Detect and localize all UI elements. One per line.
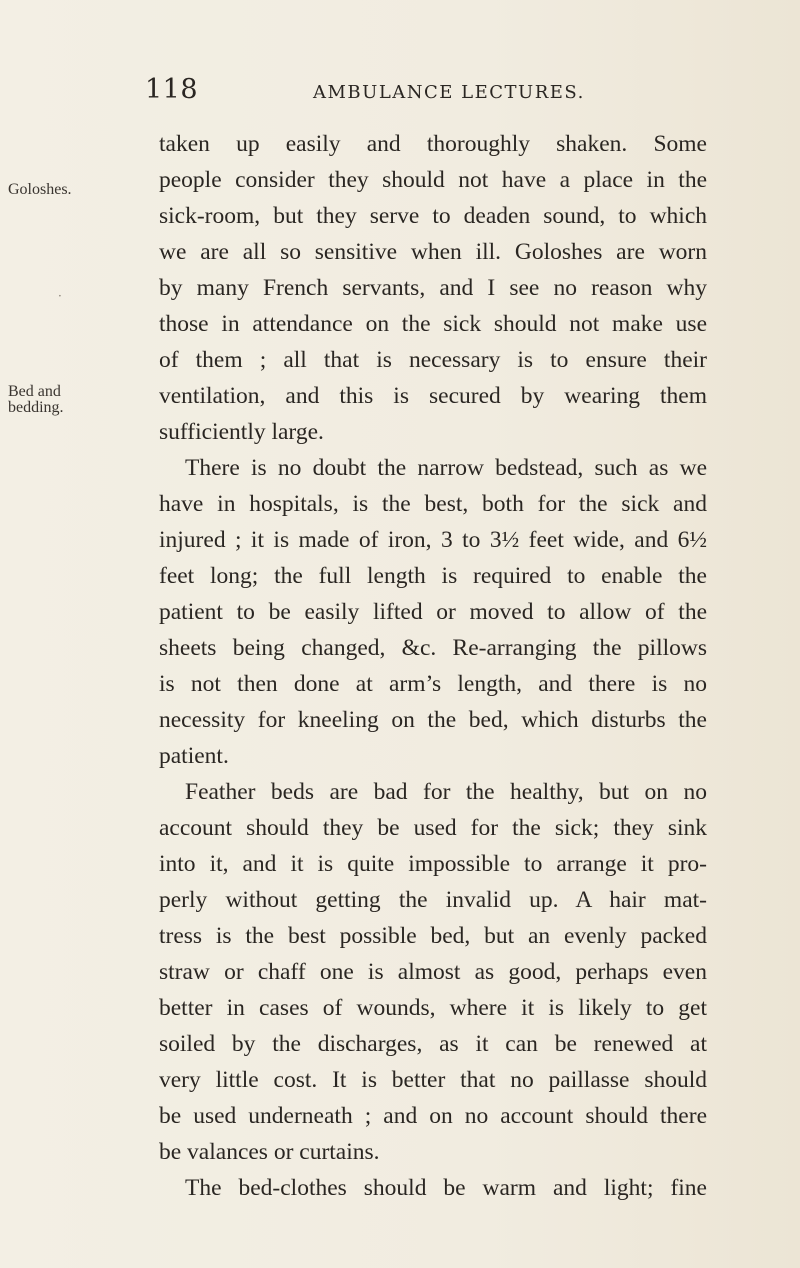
text-line: of them ; all that is necessary is to ensure their <box>159 347 707 373</box>
text-line: perly without getting the invalid up. A hair mat- <box>159 887 707 913</box>
text-line: sheets being changed, &c. Re-arranging the pillows <box>159 635 707 661</box>
text-line: have in hospitals, is the best, both for the sick and <box>159 491 707 517</box>
text-line: feet long; the full length is required to enable the <box>159 563 707 589</box>
page-header <box>145 74 705 114</box>
margin-mark: · <box>58 289 62 303</box>
text-line: we are all so sensitive when ill. Goloshes are worn <box>159 239 707 265</box>
text-line: Feather beds are bad for the healthy, but on no <box>185 779 707 805</box>
text-line: by many French servants, and I see no reason why <box>159 275 707 301</box>
text-line: better in cases of wounds, where it is likely to get <box>159 995 707 1021</box>
text-line: straw or chaff one is almost as good, perhaps even <box>159 959 707 985</box>
text-line: tress is the best possible bed, but an evenly packed <box>159 923 707 949</box>
text-line: be valances or curtains. <box>159 1139 380 1165</box>
text-line: sick-room, but they serve to deaden sound, to which <box>159 203 707 229</box>
text-line: taken up easily and thoroughly shaken. Some <box>159 131 707 157</box>
text-line: those in attendance on the sick should not make use <box>159 311 707 337</box>
margin-note-goloshes: Goloshes. <box>8 181 72 198</box>
text-line: account should they be used for the sick; they sink <box>159 815 707 841</box>
text-line: There is no doubt the narrow bedstead, such as we <box>185 455 707 481</box>
text-line: into it, and it is quite impossible to arrange it pro- <box>159 851 707 877</box>
page-number: 118 <box>145 74 199 105</box>
text-line: ventilation, and this is secured by wearing them <box>159 383 707 409</box>
margin-note-bed-and-bedding <box>8 384 68 416</box>
text-line: be used underneath ; and on no account should there <box>159 1103 707 1129</box>
text-line: patient. <box>159 743 229 769</box>
margin-note-bed-line1: Bed and <box>8 383 61 400</box>
margin-note-bed-line2: bedding. <box>8 399 64 416</box>
running-title: AMBULANCE LECTURES. <box>313 82 585 103</box>
text-line: The bed-clothes should be warm and light; fine <box>185 1175 707 1201</box>
text-line: sufficiently large. <box>159 419 324 445</box>
text-line: people consider they should not have a place in the <box>159 167 707 193</box>
text-line: patient to be easily lifted or moved to allow of the <box>159 599 707 625</box>
text-line: necessity for kneeling on the bed, which disturbs the <box>159 707 707 733</box>
body-text <box>159 126 707 1206</box>
text-line: soiled by the discharges, as it can be renewed at <box>159 1031 707 1057</box>
text-line: very little cost. It is better that no paillasse should <box>159 1067 707 1093</box>
text-line: injured ; it is made of iron, 3 to 3½ feet wide, and 6½ <box>159 527 707 553</box>
text-line: is not then done at arm’s length, and there is no <box>159 671 707 697</box>
